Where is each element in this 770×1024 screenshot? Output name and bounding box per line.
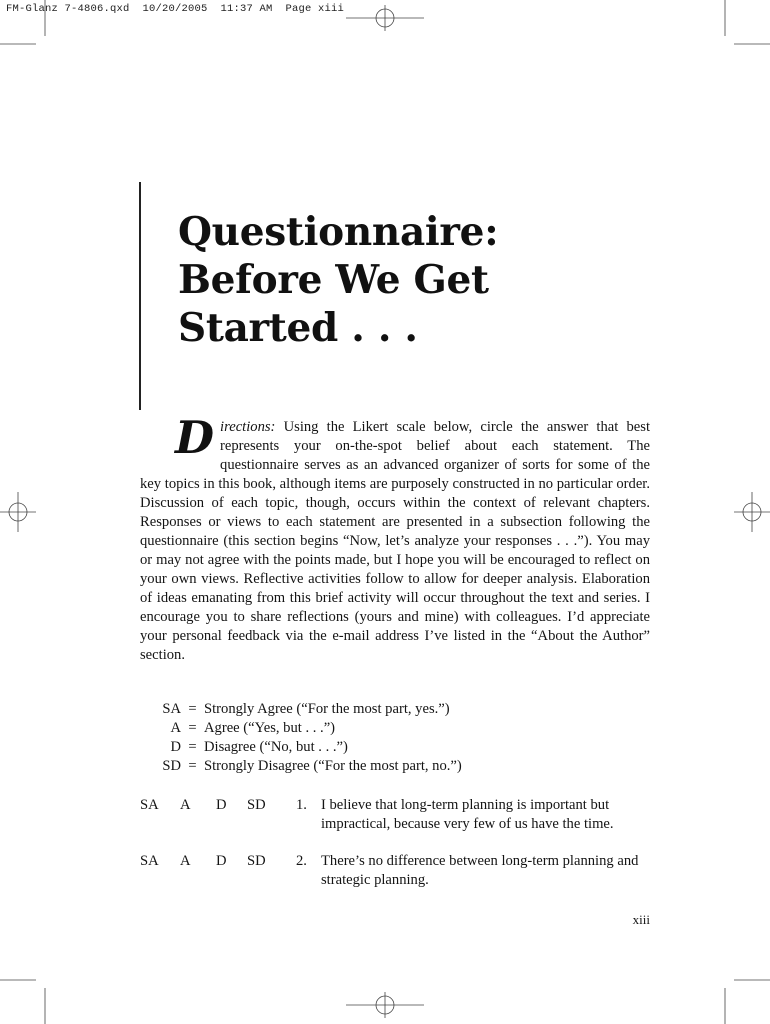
chapter-rule [139, 182, 141, 410]
title-line-1: Questionnaire: [178, 209, 499, 255]
option-d[interactable]: D [216, 797, 227, 813]
directions-text: Using the Likert scale below, circle the answer that best represents your on-the-spot belief about each statement. The questionnaire serves as an advanced organizer of sorts for some of the key topics in this book, although items are purposely constructed in no particular order. Discussion of each topic, though, occurs within the context of relevant chapters. Responses or views to each statement are presented in a subsection following the questionnaire (this section begins “Now, let’s analyze your responses . . .”). You may or may not agree with the points made, but I hope you will be encouraged to reflect on your own views. Reflective activities follow to allow for deeper analysis. Elaboration of ideas emanating from this brief activity will occur throughout the text and series. I encourage you to share reflections (yours and mine) with colleagues. I’d appreciate your personal feedback via the e-mail address I’ve listed in the “About the Author” section. [140, 419, 650, 663]
legend-row [150, 738, 462, 757]
registration-mark-bottom [346, 992, 424, 1018]
crop-mark-top-left [0, 0, 45, 44]
item-statement: I believe that long-term planning is important but impractical, because very few of us have the time. [321, 797, 614, 832]
drop-cap: D [175, 411, 215, 464]
slug-line: FM-Glanz 7-4806.qxd 10/20/2005 11:37 AM Page xiii [6, 3, 345, 15]
option-a[interactable]: A [180, 797, 191, 813]
option-sd[interactable]: SD [247, 797, 266, 813]
registration-mark-right [734, 492, 770, 532]
option-a[interactable]: A [180, 853, 191, 869]
legend-abbr: D [170, 739, 181, 755]
legend-abbr: A [170, 720, 181, 736]
legend-equals: = [188, 720, 197, 736]
registration-mark-top [346, 5, 424, 31]
page-number: xiii [632, 912, 650, 927]
questionnaire-items [140, 796, 660, 908]
option-d[interactable]: D [216, 853, 227, 869]
crop-mark-bottom-left [0, 980, 45, 1024]
legend-row [150, 719, 462, 738]
directions-paragraph [140, 411, 650, 665]
title-line-3: Started . . . [178, 305, 418, 351]
legend-meaning: Strongly Agree (“For the most part, yes.”) [204, 701, 450, 717]
legend-abbr: SD [162, 758, 181, 774]
option-sa[interactable]: SA [140, 853, 159, 869]
registration-mark-left [0, 492, 36, 532]
likert-legend [150, 700, 462, 776]
item-number: 2. [296, 853, 307, 869]
option-sa[interactable]: SA [140, 797, 159, 813]
crop-mark-bottom-right [725, 980, 770, 1024]
legend-row [150, 757, 462, 776]
legend-equals: = [188, 701, 197, 717]
item-number: 1. [296, 797, 307, 813]
legend-row [150, 700, 462, 719]
item-statement: There’s no difference between long-term planning and strategic planning. [321, 853, 639, 888]
legend-meaning: Agree (“Yes, but . . .”) [204, 720, 336, 736]
legend-meaning: Disagree (“No, but . . .”) [204, 739, 348, 755]
option-sd[interactable]: SD [247, 853, 266, 869]
directions-label: irections: [220, 419, 276, 435]
page-title [178, 208, 498, 352]
legend-equals: = [188, 739, 197, 755]
questionnaire-item [140, 796, 660, 834]
crop-mark-top-right [725, 0, 770, 44]
legend-abbr: SA [162, 701, 181, 717]
legend-equals: = [188, 758, 197, 774]
legend-meaning: Strongly Disagree (“For the most part, no.”) [204, 758, 462, 774]
title-line-2: Before We Get [178, 257, 489, 303]
questionnaire-item [140, 852, 660, 890]
